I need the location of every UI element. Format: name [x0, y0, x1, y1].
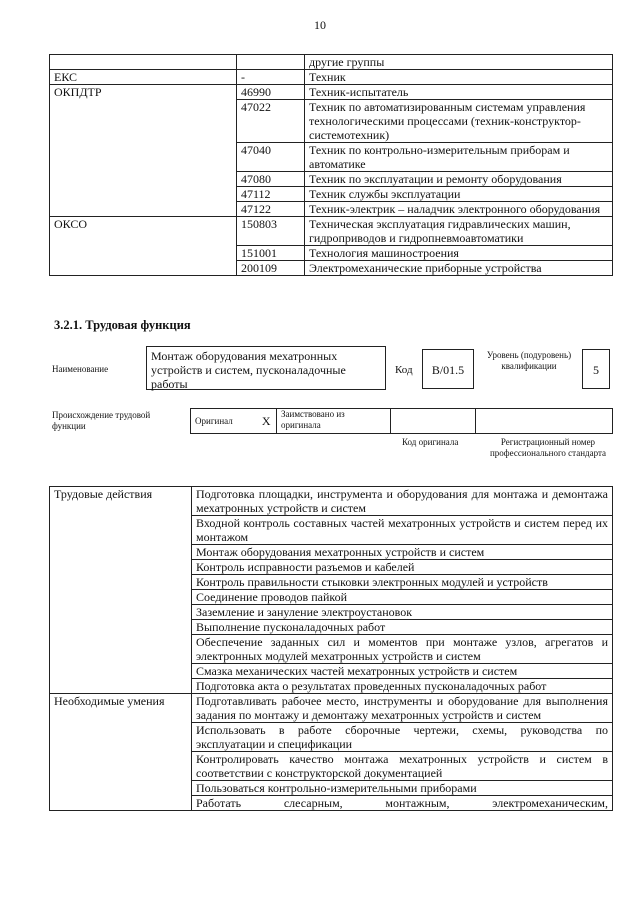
- action-item: Монтаж оборудования мехатронных устройств и систем: [192, 545, 613, 560]
- classifier-name: ОКПДТР: [50, 85, 237, 100]
- page-number: 10: [314, 18, 326, 32]
- classifier-name: [50, 172, 237, 187]
- function-code-box: [422, 349, 474, 389]
- level-label: Уровень (подуровень) квалификации: [486, 350, 572, 371]
- classifier-row: [50, 172, 613, 187]
- classifier-name: [50, 100, 237, 143]
- classifier-title: Техник по эксплуатации и ремонту оборудования: [305, 172, 613, 187]
- classifier-title: Технология машиностроения: [305, 246, 613, 261]
- classifier-title: Техник службы эксплуатации: [305, 187, 613, 202]
- skill-item: Контролировать качество монтажа мехатронных устройств и систем в соответствии с конструкторской документацией: [192, 752, 613, 781]
- classifier-table: [49, 54, 613, 276]
- origin-table: [190, 408, 613, 434]
- classifier-row: [50, 261, 613, 276]
- classifier-name: [50, 202, 237, 217]
- skill-item: Использовать в работе сборочные чертежи, схемы, руководства по эксплуатации и спецификации: [192, 723, 613, 752]
- classifier-code: 47040: [237, 143, 305, 172]
- classifier-name: [50, 143, 237, 172]
- skill-item: Подготавливать рабочее место, инструменты и оборудование для выполнения задания по монтажу и демонтажу мехатронных устройств и систем: [192, 694, 613, 723]
- classifier-code: 46990: [237, 85, 305, 100]
- classifier-row: [50, 202, 613, 217]
- action-item: Смазка механических частей мехатронных устройств и систем: [192, 664, 613, 679]
- classifier-row: [50, 55, 613, 70]
- classifier-title: Техник по контрольно-измерительным приборам и автоматике: [305, 143, 613, 172]
- skill-item: Пользоваться контрольно-измерительными приборами: [192, 781, 613, 796]
- function-name-box: [146, 346, 386, 390]
- classifier-name: ОКСО: [50, 217, 237, 246]
- name-label: Наименование: [52, 364, 109, 374]
- classifier-name: [50, 187, 237, 202]
- classifier-code: 47122: [237, 202, 305, 217]
- classifier-row: [50, 70, 613, 85]
- code-original-label: Код оригинала: [402, 437, 459, 447]
- classifier-code: -: [237, 70, 305, 85]
- classifier-title: Техник: [305, 70, 613, 85]
- borrowed-cell: Заимствовано из оригинала: [277, 409, 391, 434]
- action-item: Подготовка площадки, инструмента и оборудования для монтажа и демонтажа мехатронных устройств и систем: [192, 487, 613, 516]
- classifier-name: [50, 246, 237, 261]
- action-item: Контроль правильности стыковки электронных модулей и устройств: [192, 575, 613, 590]
- reg-number-label: Регистрационный номер профессионального стандарта: [489, 437, 607, 458]
- classifier-code: 47080: [237, 172, 305, 187]
- code-label: Код: [395, 364, 413, 376]
- action-item: Контроль исправности разъемов и кабелей: [192, 560, 613, 575]
- action-item: Выполнение пусконаладочных работ: [192, 620, 613, 635]
- classifier-code: 47022: [237, 100, 305, 143]
- action-item: Обеспечение заданных сил и моментов при монтаже узлов, агрегатов и электронных модулей мехатронных устройств и систем: [192, 635, 613, 664]
- skills-label: Необходимые умения: [50, 694, 192, 811]
- section-title: 3.2.1. Трудовая функция: [54, 318, 191, 332]
- classifier-title: Электромеханические приборные устройства: [305, 261, 613, 276]
- actions-label: Трудовые действия: [50, 487, 192, 694]
- level-value: 5: [593, 363, 599, 377]
- classifier-row: [50, 217, 613, 246]
- action-item: Соединение проводов пайкой: [192, 590, 613, 605]
- classifier-row: [50, 85, 613, 100]
- classifier-title: Техник-электрик – наладчик электронного оборудования: [305, 202, 613, 217]
- action-item: Подготовка акта о результатах проведенных пусконаладочных работ: [192, 679, 613, 694]
- classifier-code: 47112: [237, 187, 305, 202]
- action-item: Заземление и зануление электроустановок: [192, 605, 613, 620]
- original-mark: X: [257, 409, 277, 434]
- classifier-code: [237, 55, 305, 70]
- function-name: Монтаж оборудования мехатронных устройств и систем, пусконаладочные работы: [151, 349, 346, 391]
- details-table: [49, 486, 613, 811]
- classifier-name: [50, 261, 237, 276]
- classifier-title: другие группы: [305, 55, 613, 70]
- classifier-title: Техник по автоматизированным системам управления технологическими процессами (техник-конструктор-системотехник): [305, 100, 613, 143]
- classifier-code: 151001: [237, 246, 305, 261]
- function-code: B/01.5: [431, 363, 465, 377]
- classifier-row: [50, 143, 613, 172]
- reg-number-cell: [476, 409, 613, 434]
- classifier-row: [50, 246, 613, 261]
- classifier-title: Техническая эксплуатация гидравлических машин, гидроприводов и гидропневмоавтоматики: [305, 217, 613, 246]
- skill-item: Работать слесарным, монтажным, электромеханическим,: [192, 796, 613, 811]
- classifier-row: [50, 100, 613, 143]
- classifier-row: [50, 187, 613, 202]
- classifier-name: [50, 55, 237, 70]
- classifier-code: 150803: [237, 217, 305, 246]
- action-item: Входной контроль составных частей мехатронных устройств и систем перед их монтажом: [192, 516, 613, 545]
- origin-label: Происхождение трудовой функции: [52, 410, 151, 431]
- original-cell: Оригинал: [191, 409, 257, 434]
- classifier-name: ЕКС: [50, 70, 237, 85]
- classifier-title: Техник-испытатель: [305, 85, 613, 100]
- details-row: [50, 694, 613, 723]
- classifier-code: 200109: [237, 261, 305, 276]
- details-row: [50, 487, 613, 516]
- level-box: [582, 349, 610, 389]
- code-original-cell: [391, 409, 476, 434]
